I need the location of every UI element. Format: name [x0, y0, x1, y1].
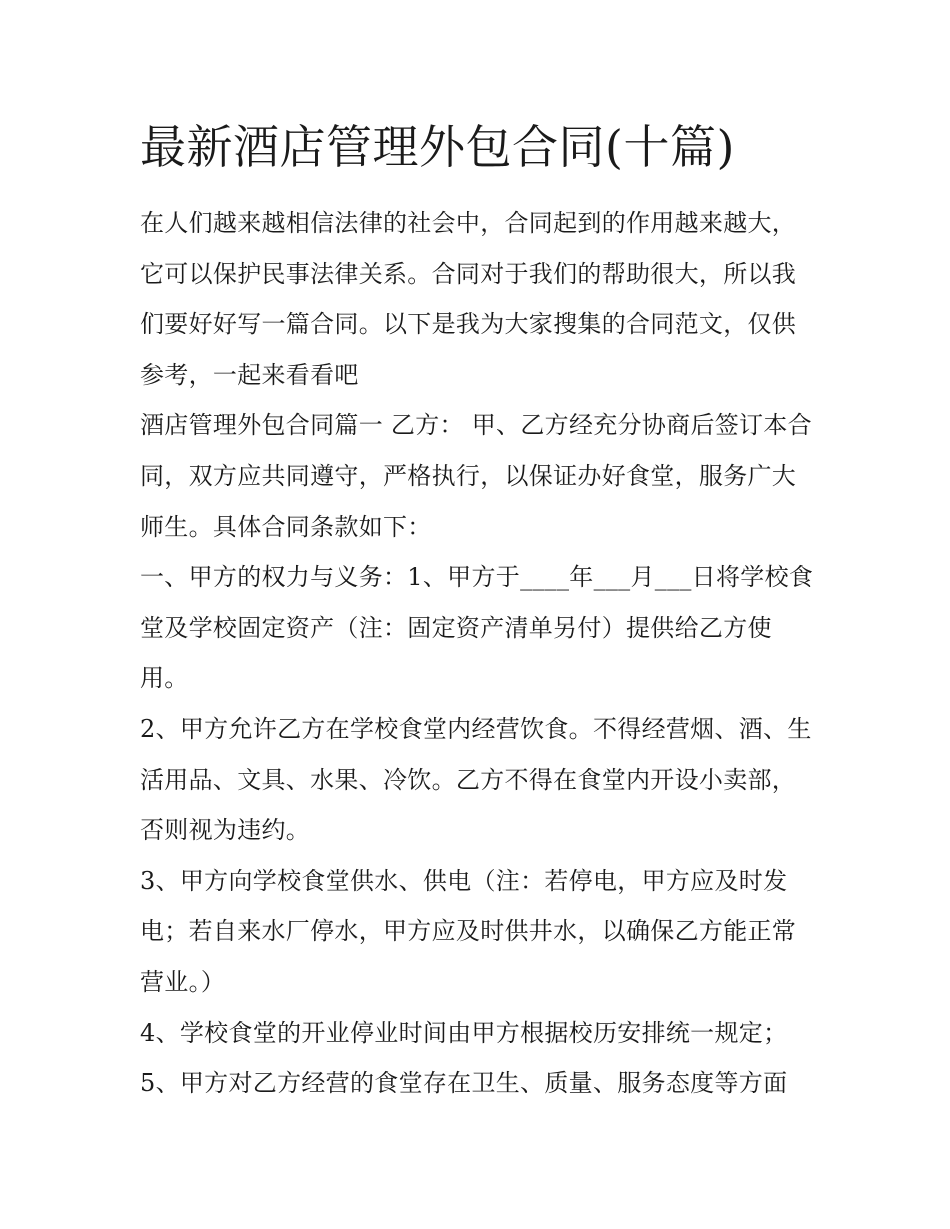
intro-paragraph: 在人们越来越相信法律的社会中，合同起到的作用越来越大，它可以保护民事法律关系。合同对于我们的帮助很大，所以我们要好好写一篇合同。以下是我为大家搜集的合同范文，仅供参考，一起来看看吧: [140, 209, 797, 389]
clause-1-paragraph: 一、甲方的权力与义务：1、甲方于____年___月___日将学校食堂及学校固定资产（注：固定资产清单另付）提供给乙方使用。: [140, 563, 814, 693]
document-body: [140, 198, 820, 1109]
document-title: 最新酒店管理外包合同(十篇): [140, 120, 735, 174]
clause-5-paragraph: 5、甲方对乙方经营的食堂存在卫生、质量、服务态度等方面: [140, 1069, 788, 1098]
contract-preamble-paragraph: 酒店管理外包合同篇一 乙方： 甲、乙方经充分协商后签订本合同，双方应共同遵守，严格执行，以保证办好食堂，服务广大师生。具体合同条款如下：: [140, 411, 812, 541]
clause-4-paragraph: 4、学校食堂的开业停业时间由甲方根据校历安排统一规定；: [140, 1018, 788, 1047]
clause-3-paragraph: 3、甲方向学校食堂供水、供电（注：若停电，甲方应及时发电；若自来水厂停水，甲方应及时供井水，以确保乙方能正常营业。）: [140, 866, 797, 996]
clause-2-paragraph: 2、甲方允许乙方在学校食堂内经营饮食。不得经营烟、酒、生活用品、文具、水果、冷饮。乙方不得在食堂内开设小卖部，否则视为违约。: [140, 714, 812, 845]
